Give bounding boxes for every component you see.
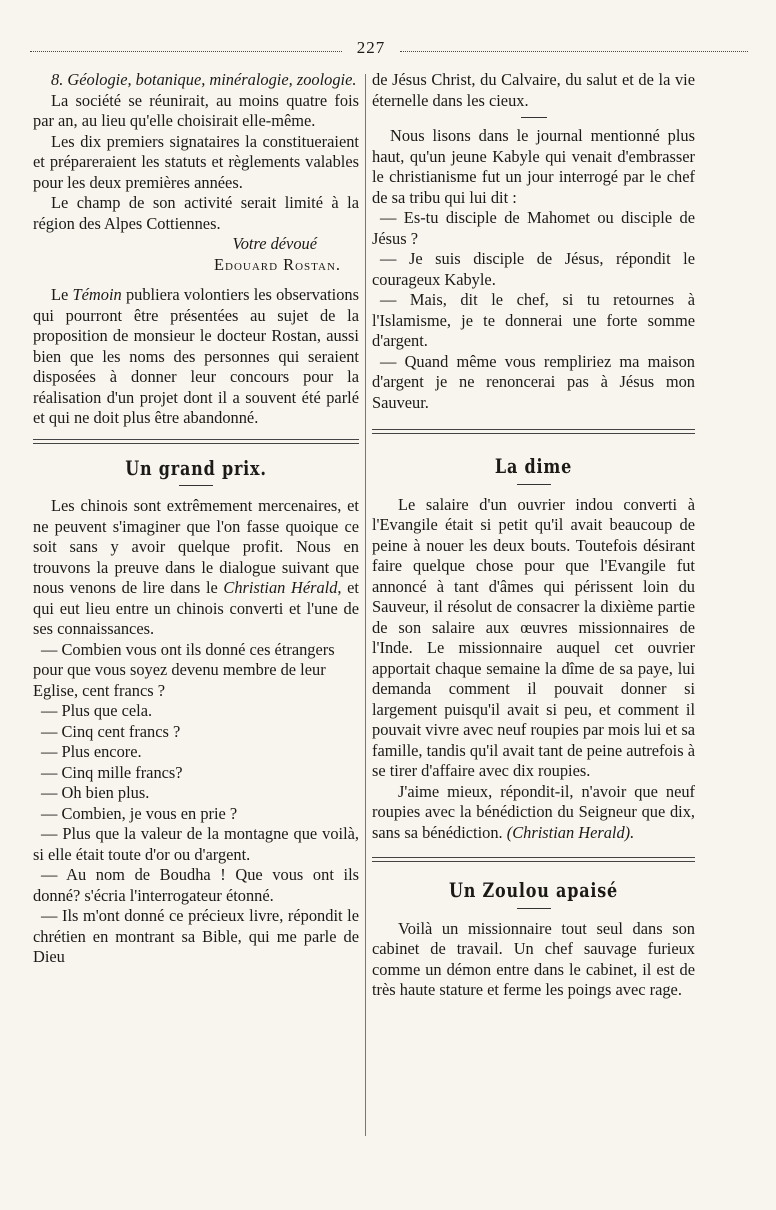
dialogue-line: — Plus que cela. [41,701,153,720]
kabyle-dialogue-line: — Mais, dit le chef, si tu retournes à l'Islamisme, je te donnerai une forte somme d'argent. [372,290,695,350]
dialogue-line: — Cinq cent francs ? [41,721,181,741]
dime-paragraph: Le salaire d'un ouvrier indou converti à l'Evangile était si petit qu'il avait beaucoup de peine à nouer les deux bouts. Toutefois désirant faire quelque chose pour que l'Evangile fut annoncé à tant d'âmes qui périssent loin du Sauveur, il résolut de consacrer la dixième partie de son salaire aux œuvres missionnaires de l'Inde. Le missionnaire auquel cet ouvrier apportait chaque semaine la dîme de sa paye, lui demanda comment il pouvait donner si largement puisqu'il avait si peu, et comment il pouvait vivre avec neuf roupies par mois lui et sa famille, tandis qu'il avait tant de peine autrefois à se tirer d'affaire avec dix roupies. [372,494,695,780]
dialogue-line: — Plus encore. [41,742,142,761]
kabyle-dialogue-line: — Je suis disciple de Jésus, répondit le courageux Kabyle. [372,249,695,289]
left-column [33,70,359,968]
article-intro-end: , et qui eut lieu entre un chinois converti et l'une de ses connaissances. [33,578,359,638]
dime-reply [372,782,695,844]
dialogue-line: — Combien, je vous en prie ? [41,803,238,823]
article-intro-start: Les chinois sont extrêmement mercenaires, et ne peuvent s'imaginer que l'on fasse quoique ce soit sans y avoir quelque profit. Nous en trouvons la preuve dans le dialogue suivant que nous venons de lire dans le [33,496,359,597]
article-title-la-dime: La dime [494,454,573,478]
title-dash [179,485,213,486]
dialogue-continuation: de Jésus Christ, du Calvaire, du salut et de la vie éternelle dans les cieux. [372,70,695,110]
temoin-note [33,285,359,429]
paragraph-activity-field: Le champ de son activité serait limité à la région des Alpes Cottiennes. [33,193,359,233]
temoin-journal-name: Témoin [72,285,122,304]
dime-source: (Christian Herald). [506,822,635,842]
dialogue-line: — Plus que la valeur de la montagne que voilà, si elle était toute d'or ou d'argent. [33,824,359,864]
section-separator [33,439,359,444]
paragraph-signatories: Les dix premiers signataires la constitueraient et prépareraient les statuts et règlements valables pour les deux premières années. [33,131,359,192]
dialogue-line: — Cinq mille francs? [41,762,183,782]
header-dotted-rule-right [400,51,748,52]
kabyle-intro: Nous lisons dans le journal mentionné plus haut, qu'un jeune Kabyle qui venait d'embrasser le christianisme fut un jour interrogé par le chef de sa tribu qui lui dit : [372,126,695,207]
zoulou-paragraph: Voilà un missionnaire tout seul dans son cabinet de travail. Un chef sauvage furieux comme un démon entre dans le cabinet, il est de très haute stature et ferme les poings avec rage. [372,918,695,999]
section-separator [372,857,695,862]
dialogue-line: — Oh bien plus. [41,783,150,802]
article-title-zoulou: Un Zoulou apaisé [448,878,619,902]
header-dotted-rule-left [30,51,342,52]
letter-closing: Votre dévoué [232,234,317,253]
page-number: 227 [356,38,386,57]
temoin-note-start: Le [51,285,73,304]
article-title-grand-prix: Un grand prix. [125,455,267,480]
article-intro [33,496,359,640]
column-divider [365,74,366,1136]
right-column [372,70,695,1001]
temoin-note-rest: publiera volontiers les observations qui pourront être présentées au sujet de la proposition de monsieur le docteur Rostan, aussi bien que les noms des personnes qui seraient disposées à donner leur concours pour la réalisation d'un projet dont il a souvent été parlé et qui ne doit plus être abandonné. [33,285,359,427]
section-8-title: 8. Géologie, botanique, minéralogie, zoologie. [51,70,357,89]
letter-signature: Edouard Rostan. [214,254,341,274]
title-dash [517,908,551,909]
dialogue-line: — Combien vous ont ils donné ces étrangers pour que vous soyez devenu membre de leur Eglise, cent francs ? [33,639,335,700]
paragraph-meetings: La société se réunirait, au moins quatre fois par an, au lieu qu'elle choisirait elle-même. [33,90,359,130]
dime-reply-text: J'aime mieux, répondit-il, n'avoir que neuf roupies avec la bénédiction du Seigneur que dix, sans sa bénédiction. [372,781,695,842]
kabyle-dialogue-line: — Quand même vous rempliriez ma maison d'argent je ne renoncerai pas à Jésus mon Sauveur. [372,351,695,412]
dialogue-line: — Ils m'ont donné ce précieux livre, répondit le chrétien en montrant sa Bible, qui me parle de Dieu [33,906,359,966]
article-intro-source: Christian Hérald [223,578,338,597]
dialogue-line: — Au nom de Boudha ! Que vous ont ils donné? s'écria l'interrogateur étonné. [33,865,359,905]
kabyle-dialogue-line: — Es-tu disciple de Mahomet ou disciple de Jésus ? [372,208,695,248]
title-dash [517,484,551,485]
paragraph-dash [521,117,547,118]
section-separator [372,429,695,434]
page-header [30,38,748,58]
